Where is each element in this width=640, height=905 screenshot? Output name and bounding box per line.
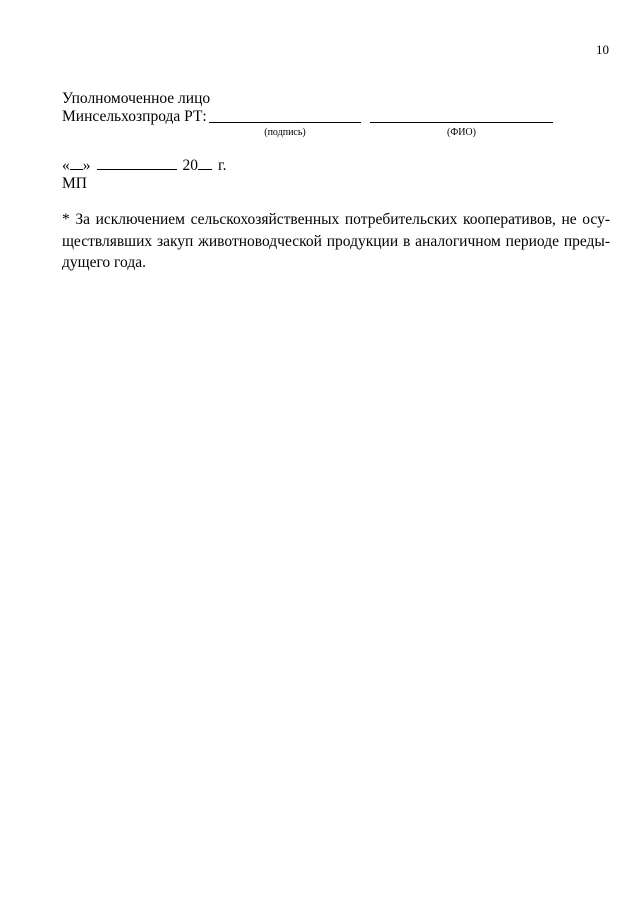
name-caption: (ФИО) bbox=[446, 127, 476, 138]
month-blank bbox=[97, 157, 177, 170]
signature-line bbox=[209, 122, 361, 123]
ministry-label: Минсельхозпрода РТ: bbox=[62, 108, 207, 125]
day-blank bbox=[70, 157, 83, 170]
date-row bbox=[62, 157, 226, 175]
year-suffix: г. bbox=[218, 157, 227, 174]
year-prefix: 20 bbox=[182, 157, 198, 174]
footnote bbox=[62, 209, 610, 274]
footnote-line: дущего года. bbox=[62, 254, 146, 271]
open-quote: « bbox=[62, 157, 70, 174]
stamp-label: МП bbox=[62, 175, 87, 192]
footnote-line: ществлявших закуп животноводческой продукции в аналогичном периоде преды- bbox=[62, 232, 610, 250]
close-quote: » bbox=[82, 157, 91, 174]
page-number: 10 bbox=[596, 42, 609, 57]
authorized-person-label: Уполномоченное лицо bbox=[62, 90, 211, 107]
year-blank bbox=[198, 157, 212, 170]
name-line bbox=[370, 122, 553, 123]
footnote-line: * За исключением сельскохозяйственных потребительских кооперативов, не осу- bbox=[62, 211, 610, 228]
signature-caption: (подпись) bbox=[264, 127, 306, 138]
